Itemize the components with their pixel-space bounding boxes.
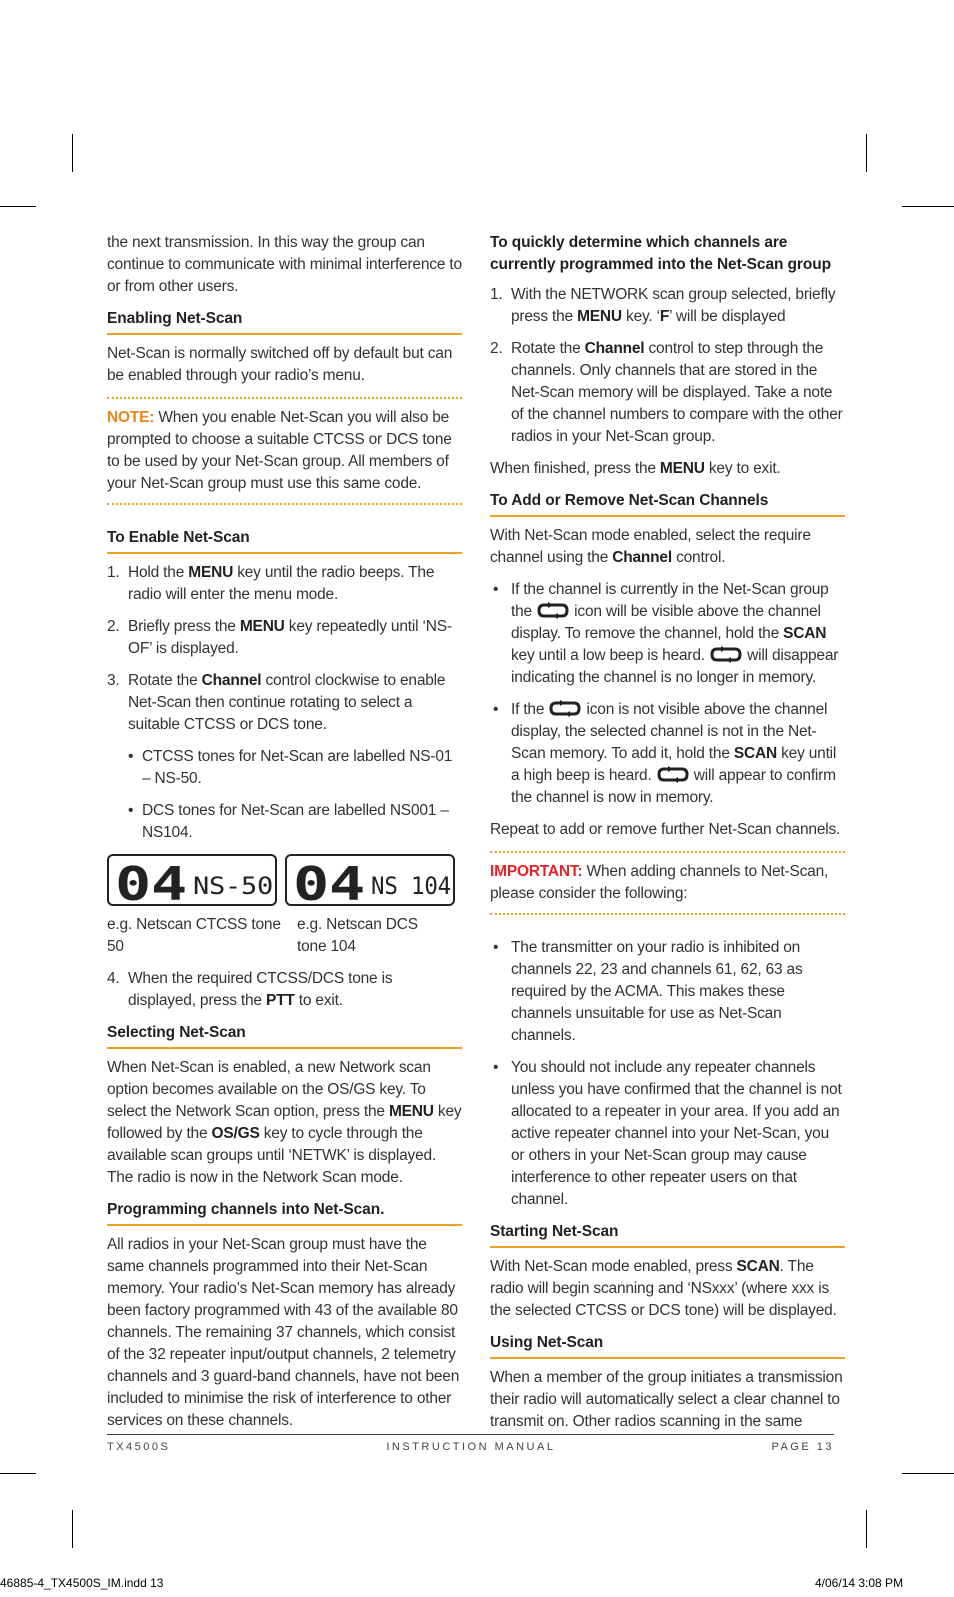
step-text: control to step through the channels. Only channels that are stored in the Net-Scan memory will be displayed. Take a note of the channel numbers to compare with the other radios in your Net-Scan group. [511,340,843,445]
lcd-caption-dcs: e.g. Netscan DCS tone 104 [297,916,418,955]
control-name: Channel [612,549,672,566]
starting-heading: Starting Net-Scan [490,1221,845,1248]
lcd-caption-ctcss: e.g. Netscan CTCSS tone 50 [107,916,281,955]
footer-model: TX4500S [107,1441,171,1453]
enabling-text: Net-Scan is normally switched off by default but can be enabled through your radio’s menu. [107,345,453,384]
crop-mark [0,1473,36,1474]
step-number: 3. [107,672,120,689]
step-text: Hold the [128,564,189,581]
lcd-captions [107,914,462,958]
lcd-examples [107,854,462,906]
enable-step-4 [107,968,462,1012]
scan-loop-icon [548,700,582,717]
important-label: IMPORTANT: [490,863,583,880]
text: icon will be visible above the channel display. To remove the channel, hold the [511,603,821,642]
crop-mark [902,1473,954,1474]
step-number: 2. [107,618,120,635]
step-number: 2. [490,340,503,357]
footer-page: PAGE 13 [771,1441,834,1453]
scan-loop-icon [656,766,690,783]
key-name: MENU [659,460,705,477]
control-name: Channel [584,340,645,357]
lcd-dcs-svg [287,856,457,908]
lcd-code: NS 104 [371,872,451,900]
important-bullet-2: • You should not include any repeater channels unless you have confirmed that the channel is not allocated to a repeater in your area. If you add an active repeater channel into your Net-Scan, you or others in your Net-Scan group may cause interference to other repeater users on that channel. [490,1057,845,1211]
enable-step-2 [107,616,462,660]
text: key to exit. [704,460,781,477]
selecting-result: The radio is now in the Network Scan mode. [107,1169,403,1186]
addremove-text [490,525,845,569]
display-char: F [659,308,670,325]
slug-file: 46885-4_TX4500S_IM.indd 13 [0,1576,164,1590]
step-text: With the NETWORK scan group selected, briefly press the [511,286,836,325]
step-text: control clockwise to enable Net-Scan then continue rotating to select a suitable CTCSS or DCS tone. [128,672,446,733]
using-heading: Using Net-Scan [490,1332,845,1359]
bullet-remove [490,579,845,689]
crop-mark [72,1510,73,1548]
lcd-display-ctcss [107,854,277,906]
step-text: key until the radio beeps. The radio will enter the menu mode. [128,564,435,603]
text: will appear to confirm the channel is now in memory. [511,767,836,806]
text: With Net-Scan mode enabled, press [490,1258,737,1275]
scan-loop-icon [536,602,570,619]
left-column [107,232,462,1442]
text: control. [671,549,726,566]
text: key until a low beep is heard. [511,647,710,664]
addremove-bullets [490,579,845,809]
key-name: SCAN [733,745,777,762]
control-name: Channel [201,672,262,689]
page-footer [107,1434,834,1453]
lcd-channel-digits: 04 [115,857,187,908]
footer-manual: INSTRUCTION MANUAL [386,1441,556,1453]
text: When finished, press the [490,460,660,477]
text: icon is not visible above the channel display, the selected channel is not in the Net-Scan memory. To add it, hold the [511,701,828,762]
crop-mark [72,134,73,172]
important-text: When adding channels to Net-Scan, please consider the following: [490,863,829,902]
text: . The radio will begin scanning and ‘NSxxx’ (where xxx is the selected CTCSS or DCS tone) will be displayed. [490,1258,837,1319]
lcd-display-dcs [285,854,455,906]
enable-step-3 [107,670,462,844]
lcd-code: NS-50 [193,872,273,900]
text: key to cycle through the available scan groups until ‘NETWK’ is displayed. [107,1125,437,1164]
key-name: SCAN [736,1258,780,1275]
selecting-heading: Selecting Net-Scan [107,1022,462,1049]
step-text: to exit. [294,992,343,1009]
starting-text [490,1256,845,1322]
step-number: 1. [107,564,120,581]
text: key followed by the [107,1103,462,1142]
crop-mark [866,134,867,172]
scan-loop-icon [709,646,743,663]
tone-dcs: • DCS tones for Net-Scan are labelled NS001 – NS104. [128,800,462,844]
tone-list [128,746,462,844]
right-column [490,232,845,1443]
lcd-ctcss-svg [109,856,279,908]
key-name: MENU [239,618,285,635]
programming-text: All radios in your Net-Scan group must have the same channels programmed into their Net-Scan memory. Your radio’s Net-Scan memory has already been factory programmed with 43 of the available 80 channels. The remaining 37 channels, which consist of the 32 repeater input/output channels, 2 telemetry channels and 3 guard-band channels, have not been included to minimise the risk of interference to other services on these channels. [107,1236,460,1429]
text: If the [511,701,549,718]
enabling-heading: Enabling Net-Scan [107,308,462,335]
important-bullets [490,937,845,1211]
important-bullet-1: • The transmitter on your radio is inhibited on channels 22, 23 and channels 61, 62, 63 as required by the ACMA. This makes these channels unsuitable for use as Net-Scan channels. [490,937,845,1047]
quick-step-1 [490,284,845,328]
text: key until a high beep is heard. [511,745,837,784]
note-label: NOTE: [107,409,155,426]
step-text: key repeatedly until ‘NS-OF’ is displayed. [128,618,452,657]
note-box [107,397,462,505]
step-text: When the required CTCSS/DCS tone is displayed, press the [128,970,393,1009]
using-text: When a member of the group initiates a transmission their radio will automatically select a clear channel to transmit on. Other radios scanning in the same [490,1369,843,1430]
step-text: key. ‘ [621,308,660,325]
step-text: ’ will be displayed [669,308,786,325]
step-text: Rotate the [128,672,202,689]
bullet-add [490,699,845,809]
key-name: OS/GS [211,1125,260,1142]
to-enable-heading: To Enable Net-Scan [107,527,462,554]
key-name: PTT [265,992,295,1009]
enable-step-1 [107,562,462,606]
text: With Net-Scan mode enabled, select the require channel using the [490,527,811,566]
key-name: SCAN [783,625,827,642]
text: If the channel is currently in the Net-Scan group the [511,581,829,620]
key-name: MENU [388,1103,434,1120]
step-number: 4. [107,970,120,987]
addremove-heading: To Add or Remove Net-Scan Channels [490,490,845,517]
crop-mark [866,1510,867,1548]
quick-done [490,458,845,480]
crop-mark [0,206,36,207]
enable-steps [107,562,462,844]
step-text: Briefly press the [128,618,240,635]
repeat-text: Repeat to add or remove further Net-Scan channels. [490,821,841,838]
note-text: When you enable Net-Scan you will also be prompted to choose a suitable CTCSS or DCS tone to be used by your Net-Scan group. All members of your Net-Scan group must use this same code. [107,409,452,492]
enable-steps-cont [107,968,462,1012]
step-text: Rotate the [511,340,585,357]
lcd-channel-digits: 04 [293,857,365,908]
quick-steps [490,284,845,448]
text: When Net-Scan is enabled, a new Network scan option becomes available on the OS/GS key. To select the Network Scan option, press the [107,1059,431,1120]
slug-date: 4/06/14 3:08 PM [815,1576,904,1590]
text: will disappear indicating the channel is no longer in memory. [511,647,839,686]
key-name: MENU [577,308,622,325]
programming-heading: Programming channels into Net-Scan. [107,1199,462,1226]
selecting-text [107,1057,462,1167]
important-box [490,851,845,915]
quick-heading: To quickly determine which channels are currently programmed into the Net-Scan group [490,234,831,273]
step-number: 1. [490,286,503,303]
quick-step-2 [490,338,845,448]
intro-paragraph: the next transmission. In this way the group can continue to communicate with minimal interference to or from other users. [107,234,462,295]
crop-mark [902,206,954,207]
key-name: MENU [188,564,234,581]
tone-ctcss: • CTCSS tones for Net-Scan are labelled NS-01 – NS-50. [128,746,462,790]
